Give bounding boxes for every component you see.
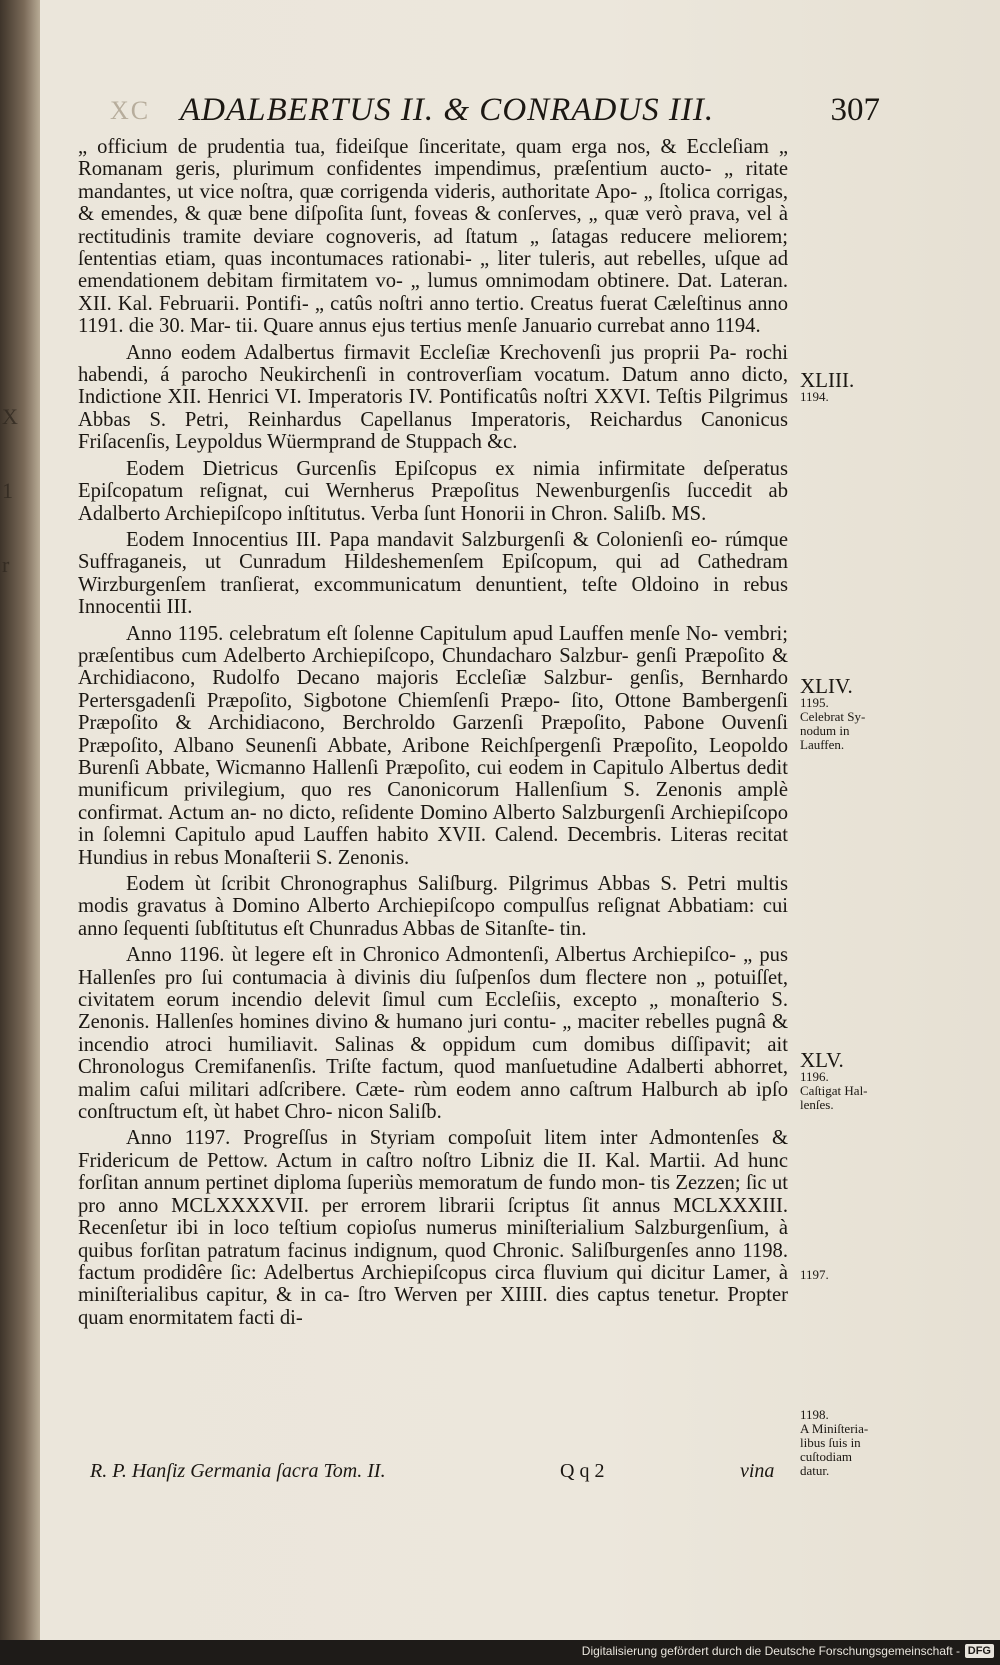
paragraph-pilgrimus: Eodem ùt ſcribit Chronographus Saliſburg. Pilgrimus Abbas S. Petri multis modis gravatus à Domino Alberto Archiepiſcopo compulſus reſignat Abbatiam: cui anno ſequenti ſubſtitutus eſt Chunradus Abbas de Sitanſte- tin. [78, 873, 788, 940]
gutter-letter: r [2, 552, 10, 577]
margin-note-xliii [800, 370, 890, 404]
gutter-letter: X [2, 404, 18, 429]
page-footer [90, 1460, 870, 1490]
margin-note-number: XLV. [800, 1048, 844, 1072]
margin-note-xlv [800, 1050, 890, 1112]
running-head [100, 92, 880, 136]
funding-credit: Digitalisierung gefördert durch die Deutsche Forschungsgemeinschaft - [581, 1644, 960, 1658]
margin-note-line: lenſes. [800, 1097, 834, 1112]
credit-strip [0, 1640, 1000, 1665]
paragraph-1197: Anno 1197. Progreſſus in Styriam compoſuit litem inter Admontenſes & Fridericum de Pettow. Actum in caſtro noſtro Libniz die II. Kal. Martii. Ad hunc forſitan annum pertinet diploma ſuperiùs memoratum de fundo mon- tis Zezzen; ſic ut pro anno MCLXXXXVII. per errorem librarii ſcriptus ſit annus MCLXXXIII. Recenſetur ibi in loco teſtium copioſus numerus miniſterialium Salzburgenſium, à quibus forſitan patratum facinus indignum, quod Chronic. Saliſburgenſes anno 1198. factum prodidêre ſic: Adelbertus Archiepiſcopus circa fluvium qui dicitur Lamer, à miniſterialibus capitur, & in ca- ſtro Werven per XIIII. dies captus tenetur. Propter quam enormitatem facti di- [78, 1127, 788, 1329]
margin-note-1197 [800, 1268, 890, 1282]
dfg-logo: DFG [965, 1644, 994, 1658]
margin-note-year: 1194. [800, 389, 829, 404]
margin-note-year: 1195. [800, 695, 829, 710]
main-text [78, 136, 788, 1333]
margin-note-line: datur. [800, 1463, 830, 1478]
running-head-ghost: XC [110, 96, 151, 125]
paragraph-1195: Anno 1195. celebratum eſt ſolenne Capitulum apud Lauffen menſe No- vembri; præſentibus cum Adelberto Archiepiſcopo, Chundacharo Salzbur- genſi Præpoſito & Archidiacono, Rudolfo Decano majoris Eccleſiæ Salzbur- genſis, Bernhardo Pertersgadenſi Præpoſito, Sigbotone Chiemſenſi Præpo- ſito, Ottone Bambergenſi Præpoſito & Archidiacono, Berchroldo Garzenſi Præpoſito, Pabone Ouvenſi Præpoſito, Albano Seunenſi Abbate, Aribone Reichſpergenſi Præpoſito, Leopoldo Burenſi Abbate, Wicmanno Hallenſi Præpoſito, cui eodem in Capitulo Albertus dedit munificum privilegium, quo res Canonicorum Hallenſium S. Zenonis amplè confirmat. Actum an- no dicto, reſidente Domino Alberto Salzburgenſi Archiepiſcopo in ſolemni Capitulo apud Lauffen habito XVII. Calend. Decembris. Literas recitat Hundius in rebus Monaſterii S. Zenonis. [78, 622, 788, 869]
margin-note-line: libus ſuis in [800, 1435, 861, 1450]
page-gutter [0, 0, 40, 1640]
paragraph-quotation: „ officium de prudentia tua, fideiſque ſinceritate, quam erga nos, & Eccleſiam „ Romanam geris, plurimum confidentes impendimus, præſentium aucto- „ ritate mandantes, ut vice noſtra, quæ corrigenda videris, authoritate Apo- „ ſtolica corrigas, & emendes, & quæ bene diſpoſita ſunt, foveas & conſerves, „ quæ verò prava, vel à rectitudinis tramite deviare cognoveris, ad ſtatum „ ſatagas reducere meliorem; ſententias etiam, quas incontumaces rationabi- „ liter tuleris, aut rebelles, uſque ad emendationem debitam firmitatem vo- „ lumus omnimodam obtinere. Dat. Lateran. XII. Kal. Februarii. Pontifi- „ catûs noſtri anno tertio. Creatus fuerat Cæleſtinus anno 1191. die 30. Mar- tii. Quare annus ejus tertius menſe Januario currebat anno 1194. [78, 136, 788, 338]
paragraph-dietricus: Eodem Dietricus Gurcenſis Epiſcopus ex nimia infirmitate deſperatus Epiſcopatum reſignat, cui Wernherus Præpoſitus Newenburgenſis ſuccedit ab Adalberto Archiepiſcopo inſtitutus. Verba ſunt Honorii in Chron. Saliſb. MS. [78, 457, 788, 525]
page-number: 307 [830, 92, 880, 128]
margin-note-xliv [800, 676, 890, 752]
catchword: vina [740, 1460, 775, 1482]
margin-note-number: XLIII. [800, 368, 855, 392]
footer-reference: R. P. Hanſiz Germania ſacra Tom. II. [90, 1460, 386, 1482]
margin-note-year: 1197. [800, 1267, 829, 1282]
margin-note-line: A Miniſteria- [800, 1421, 869, 1436]
margin-note-line: cuſtodiam [800, 1449, 852, 1464]
margin-note-line: Caſtigat Hal- [800, 1083, 868, 1098]
margin-note-line: Lauffen. [800, 737, 845, 752]
margin-note-year: 1198. [800, 1407, 829, 1422]
running-head-title: ADALBERTUS II. & CONRADUS III. [180, 92, 715, 128]
margin-note-line: Celebrat Sy- [800, 709, 866, 724]
gutter-letter: 1 [2, 478, 13, 503]
gutter-letters [2, 380, 32, 602]
margin-note-number: XLIV. [800, 674, 853, 698]
margin-note-line: nodum in [800, 723, 850, 738]
paragraph-1194: Anno eodem Adalbertus firmavit Eccleſiæ Krechovenſi jus proprii Pa- rochi habendi, á parocho Neukirchenſi in controverſiam vocatum. Datum anno dicto, Indictione XII. Henrici VI. Imperatoris IV. Pontificatûs noſtri XXVI. Teſtis Pilgrimus Abbas S. Petri, Reinhardus Capellanus Imperatoris, Reichardus Canonicus Friſacenſis, Leypoldus Wüermprand de Stuppach &c. [78, 341, 788, 454]
paragraph-1196: Anno 1196. ùt legere eſt in Chronico Admontenſi, Albertus Archiepiſco- „ pus Hallenſes pro ſui contumacia à divinis diu ſuſpenſos dum flectere non „ potuiſſet, civitatem eorum incendio delevit ſimul cum Eccleſiis, excepto „ monaſterio S. Zenonis. Hallenſes homines divino & humano juri contu- „ maciter rebelles pugnâ & incendio atroci humiliavit. Salinas & oppidum cum domibus diſſipavit; ait Chronologus Cremifanenſis. Triſte factum, quod manſuetudine Adalberti abhorret, malim caſui militari adſcribere. Cæte- rùm eodem anno caſtrum Halburch ab ipſo conſtructum eſt, ùt habet Chro- nicon Saliſb. [78, 944, 788, 1124]
paragraph-innocentius: Eodem Innocentius III. Papa mandavit Salzburgenſi & Colonienſi eo- rúmque Suffraganeis, ut Cunradum Hildeshemenſem Epiſcopum, qui ad Cathedram Wirzburgenſem tranſierat, excommunicatum denuntient, teſte Oldoino in rebus Innocentii III. [78, 528, 788, 619]
margin-note-year: 1196. [800, 1069, 829, 1084]
signature-mark: Q q 2 [560, 1460, 605, 1482]
